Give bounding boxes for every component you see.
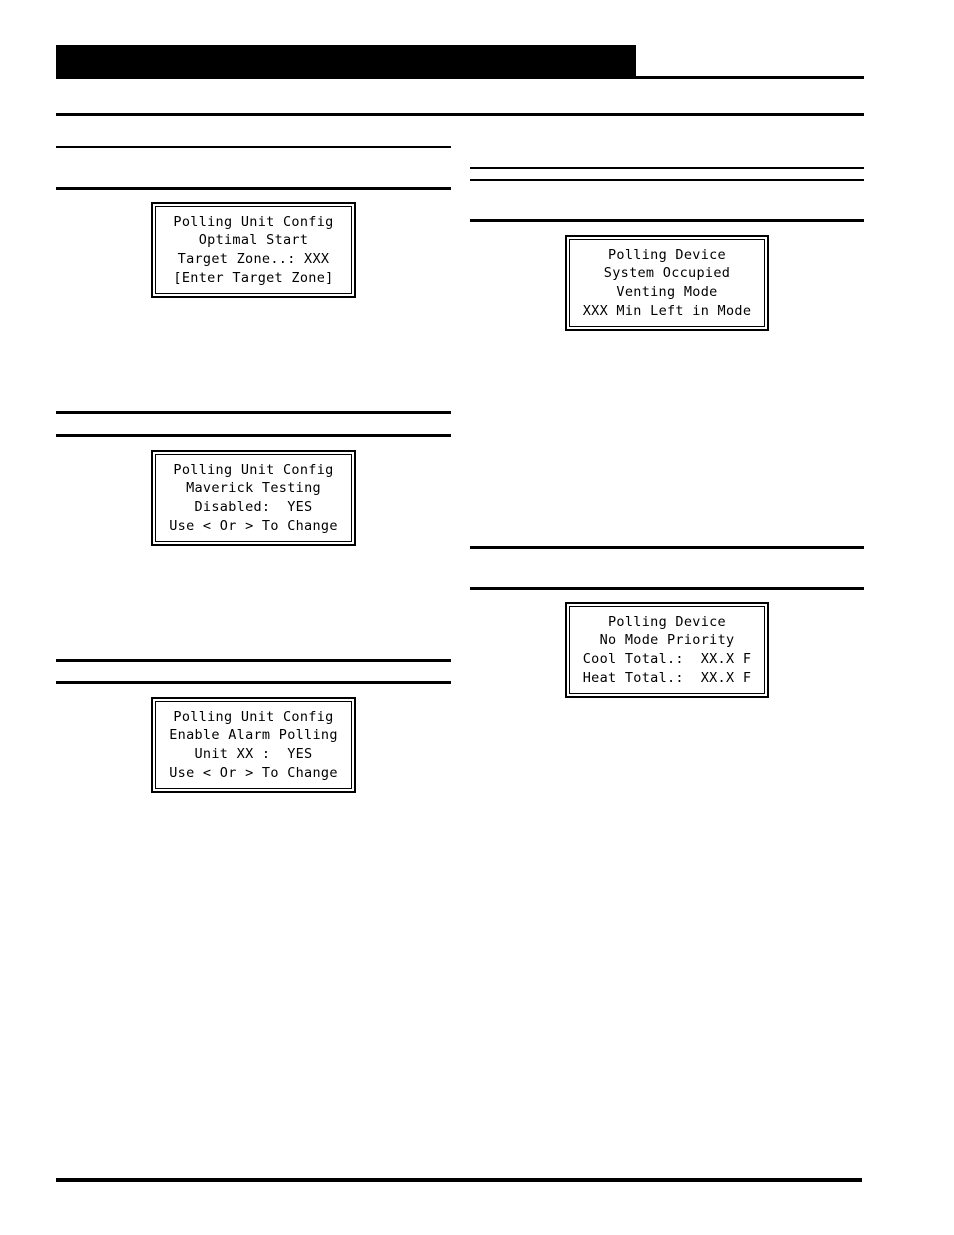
section-rule-priority-top: [470, 546, 864, 549]
lcd-screen-optimal-start: [151, 202, 356, 298]
lcd-line: No Mode Priority: [599, 632, 735, 649]
section-rule-optimal-start-bottom: [56, 187, 451, 190]
lcd-screen-no-mode-priority: [565, 602, 769, 698]
lcd-line: Venting Mode: [616, 284, 718, 300]
lcd-line: Use < Or > To Change: [169, 764, 338, 781]
lcd-line: System Occupied: [603, 265, 731, 282]
lcd-line: Polling Unit Config: [173, 708, 334, 725]
lcd-screen-maverick-testing: [151, 450, 356, 546]
lcd-line: Cool Total.: XX.X F: [582, 651, 752, 667]
lcd-line: XXX Min Left in Mode: [582, 302, 752, 319]
section-rule-priority-bottom: [470, 587, 864, 590]
lcd-line: Optimal Start: [198, 232, 309, 249]
lcd-line: Polling Unit Config: [173, 461, 334, 478]
lcd-line: Polling Device: [608, 246, 726, 263]
lcd-screen-venting-mode: [565, 235, 769, 331]
section-rule-venting-middle: [470, 179, 864, 181]
section-rule-optimal-start-top: [56, 146, 451, 148]
lcd-line: Disabled: YES: [194, 499, 313, 515]
section-rule-venting-top: [470, 167, 864, 169]
section-rule-maverick-bottom: [56, 434, 451, 437]
section-rule-alarm-top: [56, 659, 451, 662]
footer-rule: [56, 1178, 862, 1182]
lcd-line: Target Zone..: XXX: [177, 251, 330, 267]
top-rule: [56, 113, 864, 116]
section-rule-alarm-bottom: [56, 681, 451, 684]
header-rule: [56, 76, 864, 79]
lcd-line: Enable Alarm Polling: [169, 727, 338, 744]
lcd-line: Use < Or > To Change: [169, 517, 338, 534]
lcd-line: Heat Total.: XX.X F: [582, 669, 752, 686]
lcd-line: [Enter Target Zone]: [173, 269, 334, 286]
lcd-line: Polling Unit Config: [173, 213, 334, 230]
section-rule-venting-bottom: [470, 219, 864, 222]
lcd-screen-alarm-polling: [151, 697, 356, 793]
header-bar: [56, 45, 636, 77]
section-rule-maverick-top: [56, 411, 451, 414]
lcd-line: Polling Device: [608, 613, 726, 630]
lcd-line: Maverick Testing: [186, 480, 321, 497]
lcd-line: Unit XX : YES: [194, 746, 313, 762]
